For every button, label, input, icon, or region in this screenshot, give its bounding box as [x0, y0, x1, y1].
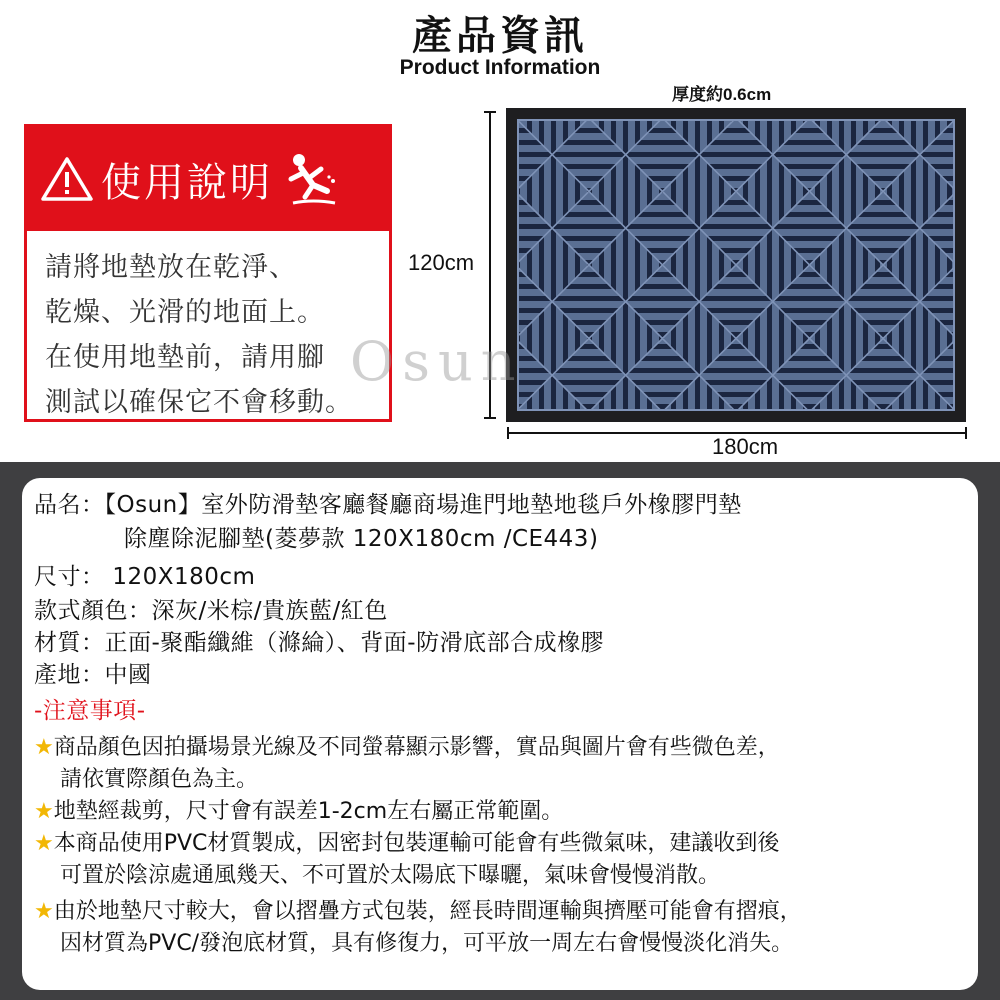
note-2	[34, 794, 563, 825]
origin-row	[34, 656, 152, 689]
width-dimension-line	[506, 426, 968, 440]
instructions-text	[27, 231, 389, 425]
instructions-box	[24, 124, 392, 422]
star-icon: ★	[34, 899, 54, 924]
material-row	[34, 624, 604, 657]
slipping-person-icon	[283, 151, 339, 207]
note-text: 地墊經裁剪，尺寸會有誤差1-2cm左右屬正常範圍。	[53, 799, 564, 824]
page-subtitle: Product Information	[399, 56, 601, 79]
color-label: 款式顏色：	[34, 598, 152, 624]
notes-heading: -注意事項-	[34, 698, 146, 724]
product-name-label: 品名：	[34, 492, 105, 518]
color-value: 深灰/米棕/貴族藍/紅色	[151, 598, 388, 624]
note-text: 由於地墊尺寸較大，會以摺疊方式包裝，經長時間運輸與擠壓可能會有摺痕，	[53, 899, 802, 924]
star-icon: ★	[34, 735, 54, 760]
note-3-cont: 可置於陰涼處通風幾天、不可置於太陽底下曝曬，氣味會慢慢消散。	[60, 863, 721, 888]
product-name-row	[34, 486, 742, 519]
height-label: 120cm	[408, 250, 475, 275]
star-icon: ★	[34, 831, 54, 856]
watermark: Osun	[350, 330, 524, 393]
page-title: 產品資訊	[412, 13, 588, 59]
origin-value: 中國	[104, 662, 152, 688]
note-1-cont: 請依實際顏色為主。	[60, 767, 259, 792]
color-row	[34, 592, 388, 625]
origin-label: 產地：	[34, 662, 105, 688]
instructions-header	[27, 127, 389, 231]
door-mat-image	[506, 108, 966, 422]
instructions-heading: 使用說明	[101, 159, 273, 206]
star-icon: ★	[34, 799, 54, 824]
note-4	[34, 894, 802, 925]
size-row	[34, 558, 255, 591]
warning-triangle-icon	[41, 156, 93, 202]
size-value: 120X180cm	[112, 564, 256, 590]
size-label: 尺寸：	[34, 564, 105, 590]
instruction-line: 測試以確保它不會移動。	[45, 387, 353, 418]
thickness-label: 厚度約0.6cm	[672, 85, 772, 104]
note-text: 商品顏色因拍攝場景光線及不同螢幕顯示影響，實品與圖片會有些微色差，	[53, 735, 780, 760]
instruction-line: 在使用地墊前，請用腳	[45, 342, 325, 373]
note-3	[34, 826, 779, 857]
material-value: 正面-聚酯纖維（滌綸）、背面-防滑底部合成橡膠	[104, 630, 605, 656]
instruction-line: 請將地墊放在乾淨、	[45, 252, 297, 283]
note-4-cont: 因材質為PVC/發泡底材質，具有修復力，可平放一周左右會慢慢淡化消失。	[60, 931, 794, 956]
note-1	[34, 730, 780, 761]
material-label: 材質：	[34, 630, 105, 656]
note-text: 本商品使用PVC材質製成，因密封包裝運輸可能會有些微氣味，建議收到後	[53, 831, 780, 856]
product-name-line1: 【Osun】室外防滑墊客廳餐廳商場進門地墊地毯戶外橡膠門墊	[104, 492, 742, 518]
product-name-line2: 除塵除泥腳墊(菱夢款 120X180cm /CE443)	[124, 526, 599, 552]
width-label: 180cm	[712, 434, 779, 459]
instruction-line: 乾燥、光滑的地面上。	[45, 297, 325, 328]
